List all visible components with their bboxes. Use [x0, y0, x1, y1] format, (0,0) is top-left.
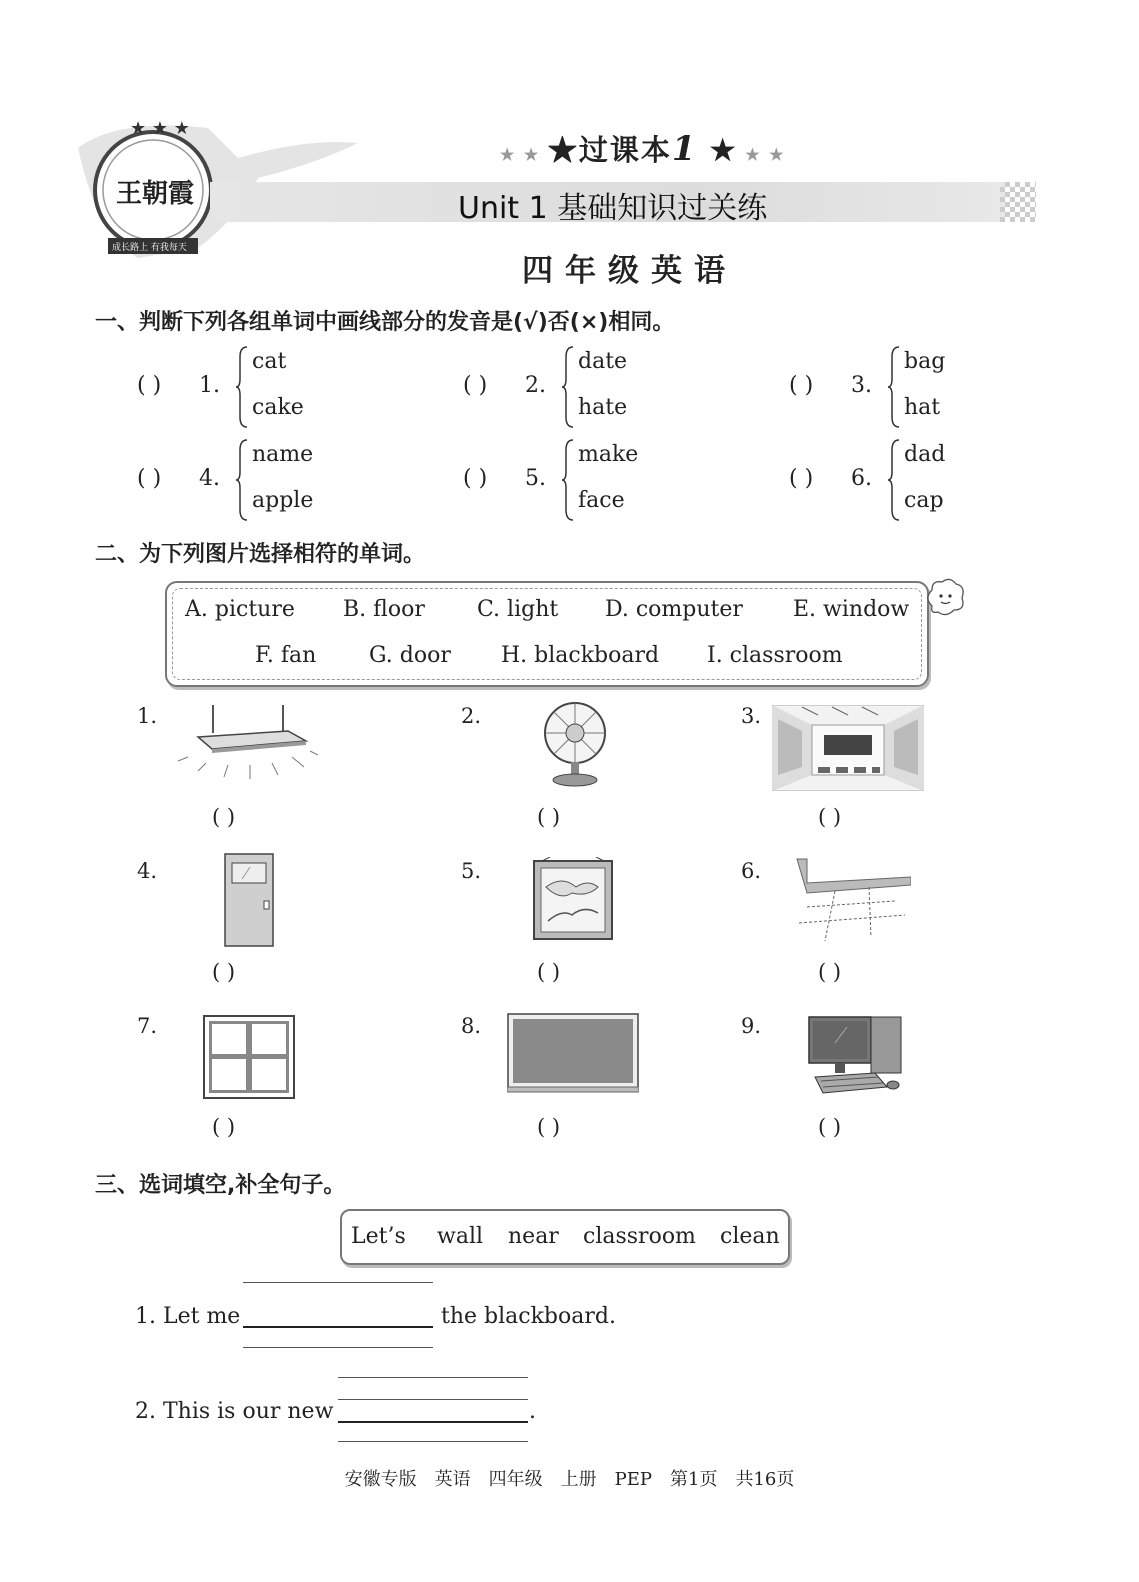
grade-title: 四年级英语: [522, 253, 737, 289]
blackboard-icon: [507, 1013, 639, 1093]
picture-number: 8.: [461, 1014, 482, 1038]
computer-icon: [805, 1013, 905, 1099]
answer-blank[interactable]: ( ): [212, 1115, 236, 1139]
word: apple: [252, 488, 314, 513]
ceiling-light-icon: [178, 705, 318, 785]
picture-number: 6.: [741, 859, 762, 883]
word-option: A. picture: [185, 597, 295, 622]
unit-title: Unit 1 基础知识过关练: [458, 191, 768, 226]
picture-number: 1.: [137, 704, 158, 728]
picture-number: 9.: [741, 1014, 762, 1038]
word: face: [578, 488, 625, 513]
word-choice-box: [340, 1209, 790, 1265]
brace-icon: [561, 345, 575, 429]
logo-text: 王朝霞: [116, 179, 195, 209]
word-option: G. door: [369, 643, 451, 668]
word: cake: [252, 395, 304, 420]
sentence-2-end: .: [529, 1399, 536, 1424]
series-title: ★ ★ ★过课本1 ★ ★ ★: [500, 129, 786, 169]
answer-blank[interactable]: ( ): [537, 960, 561, 984]
fan-icon: [540, 700, 610, 790]
word-choice: Let’s: [351, 1224, 406, 1249]
picture-icon: [532, 857, 614, 941]
floor-icon: [795, 857, 911, 943]
answer-blank[interactable]: ( ): [818, 1115, 842, 1139]
fill-blank-2[interactable]: [338, 1421, 528, 1423]
answer-blank[interactable]: ( ): [818, 960, 842, 984]
word-option: F. fan: [255, 643, 317, 668]
word-option: B. floor: [343, 597, 425, 622]
sentence-2-start: 2. This is our new: [135, 1399, 334, 1424]
pronunciation-item: ( ) 1. cat cake: [137, 345, 457, 431]
word: date: [578, 349, 628, 374]
word: make: [578, 442, 639, 467]
word-option: D. computer: [605, 597, 743, 622]
word: cap: [904, 488, 944, 513]
word: cat: [252, 349, 287, 374]
word: name: [252, 442, 314, 467]
part1-title: 一、判断下列各组单词中画线部分的发音是(√)否(×)相同。: [95, 310, 675, 335]
picture-number: 7.: [137, 1014, 158, 1038]
answer-blank[interactable]: ( ): [537, 1115, 561, 1139]
picture-number: 3.: [741, 704, 762, 728]
answer-blank[interactable]: ( ): [818, 805, 842, 829]
word-choice: clean: [720, 1224, 780, 1249]
picture-number: 2.: [461, 704, 482, 728]
page-footer: 安徽专版 英语 四年级 上册 PEP 第1页 共16页: [344, 1469, 795, 1490]
part3-title: 三、选词填空,补全句子。: [95, 1173, 346, 1198]
word: hat: [904, 395, 941, 420]
pronunciation-item: ( ) 4. name apple: [137, 438, 457, 524]
word-choice: wall: [437, 1224, 484, 1249]
door-icon: [224, 853, 274, 947]
part2-title: 二、为下列图片选择相符的单词。: [95, 542, 426, 567]
word: hate: [578, 395, 628, 420]
sentence-1-end: the blackboard.: [441, 1304, 616, 1329]
brace-icon: [887, 345, 901, 429]
picture-number: 5.: [461, 859, 482, 883]
logo-slogan: 成长路上 有我每天: [112, 243, 187, 253]
classroom-icon: [772, 705, 924, 791]
svg-text:★ ★ ★: ★ ★ ★: [130, 118, 190, 139]
word-choice: classroom: [583, 1224, 696, 1249]
word-bank: [165, 581, 929, 687]
brace-icon: [235, 438, 249, 522]
word-option: I. classroom: [707, 643, 843, 668]
word-option: C. light: [477, 597, 559, 622]
picture-number: 4.: [137, 859, 158, 883]
word-option: E. window: [793, 597, 910, 622]
cloud-mascot-icon: [924, 576, 966, 620]
pronunciation-item: ( ) 6. dad cap: [789, 438, 1109, 524]
fill-blank-1[interactable]: [243, 1326, 433, 1328]
word-option: H. blackboard: [501, 643, 660, 668]
brace-icon: [887, 438, 901, 522]
word: dad: [904, 442, 946, 467]
answer-blank[interactable]: ( ): [212, 960, 236, 984]
answer-blank[interactable]: ( ): [537, 805, 561, 829]
word-choice: near: [508, 1224, 559, 1249]
answer-blank[interactable]: ( ): [212, 805, 236, 829]
star-icon: ★ ★: [500, 145, 548, 164]
sentence-1-start: 1. Let me: [135, 1304, 241, 1329]
pronunciation-item: ( ) 3. bag hat: [789, 345, 1109, 431]
brace-icon: [561, 438, 575, 522]
word: bag: [904, 349, 946, 374]
banner-decoration: [1000, 182, 1036, 222]
pronunciation-item: ( ) 2. date hate: [463, 345, 783, 431]
window-icon: [203, 1015, 295, 1099]
pronunciation-item: ( ) 5. make face: [463, 438, 783, 524]
brace-icon: [235, 345, 249, 429]
